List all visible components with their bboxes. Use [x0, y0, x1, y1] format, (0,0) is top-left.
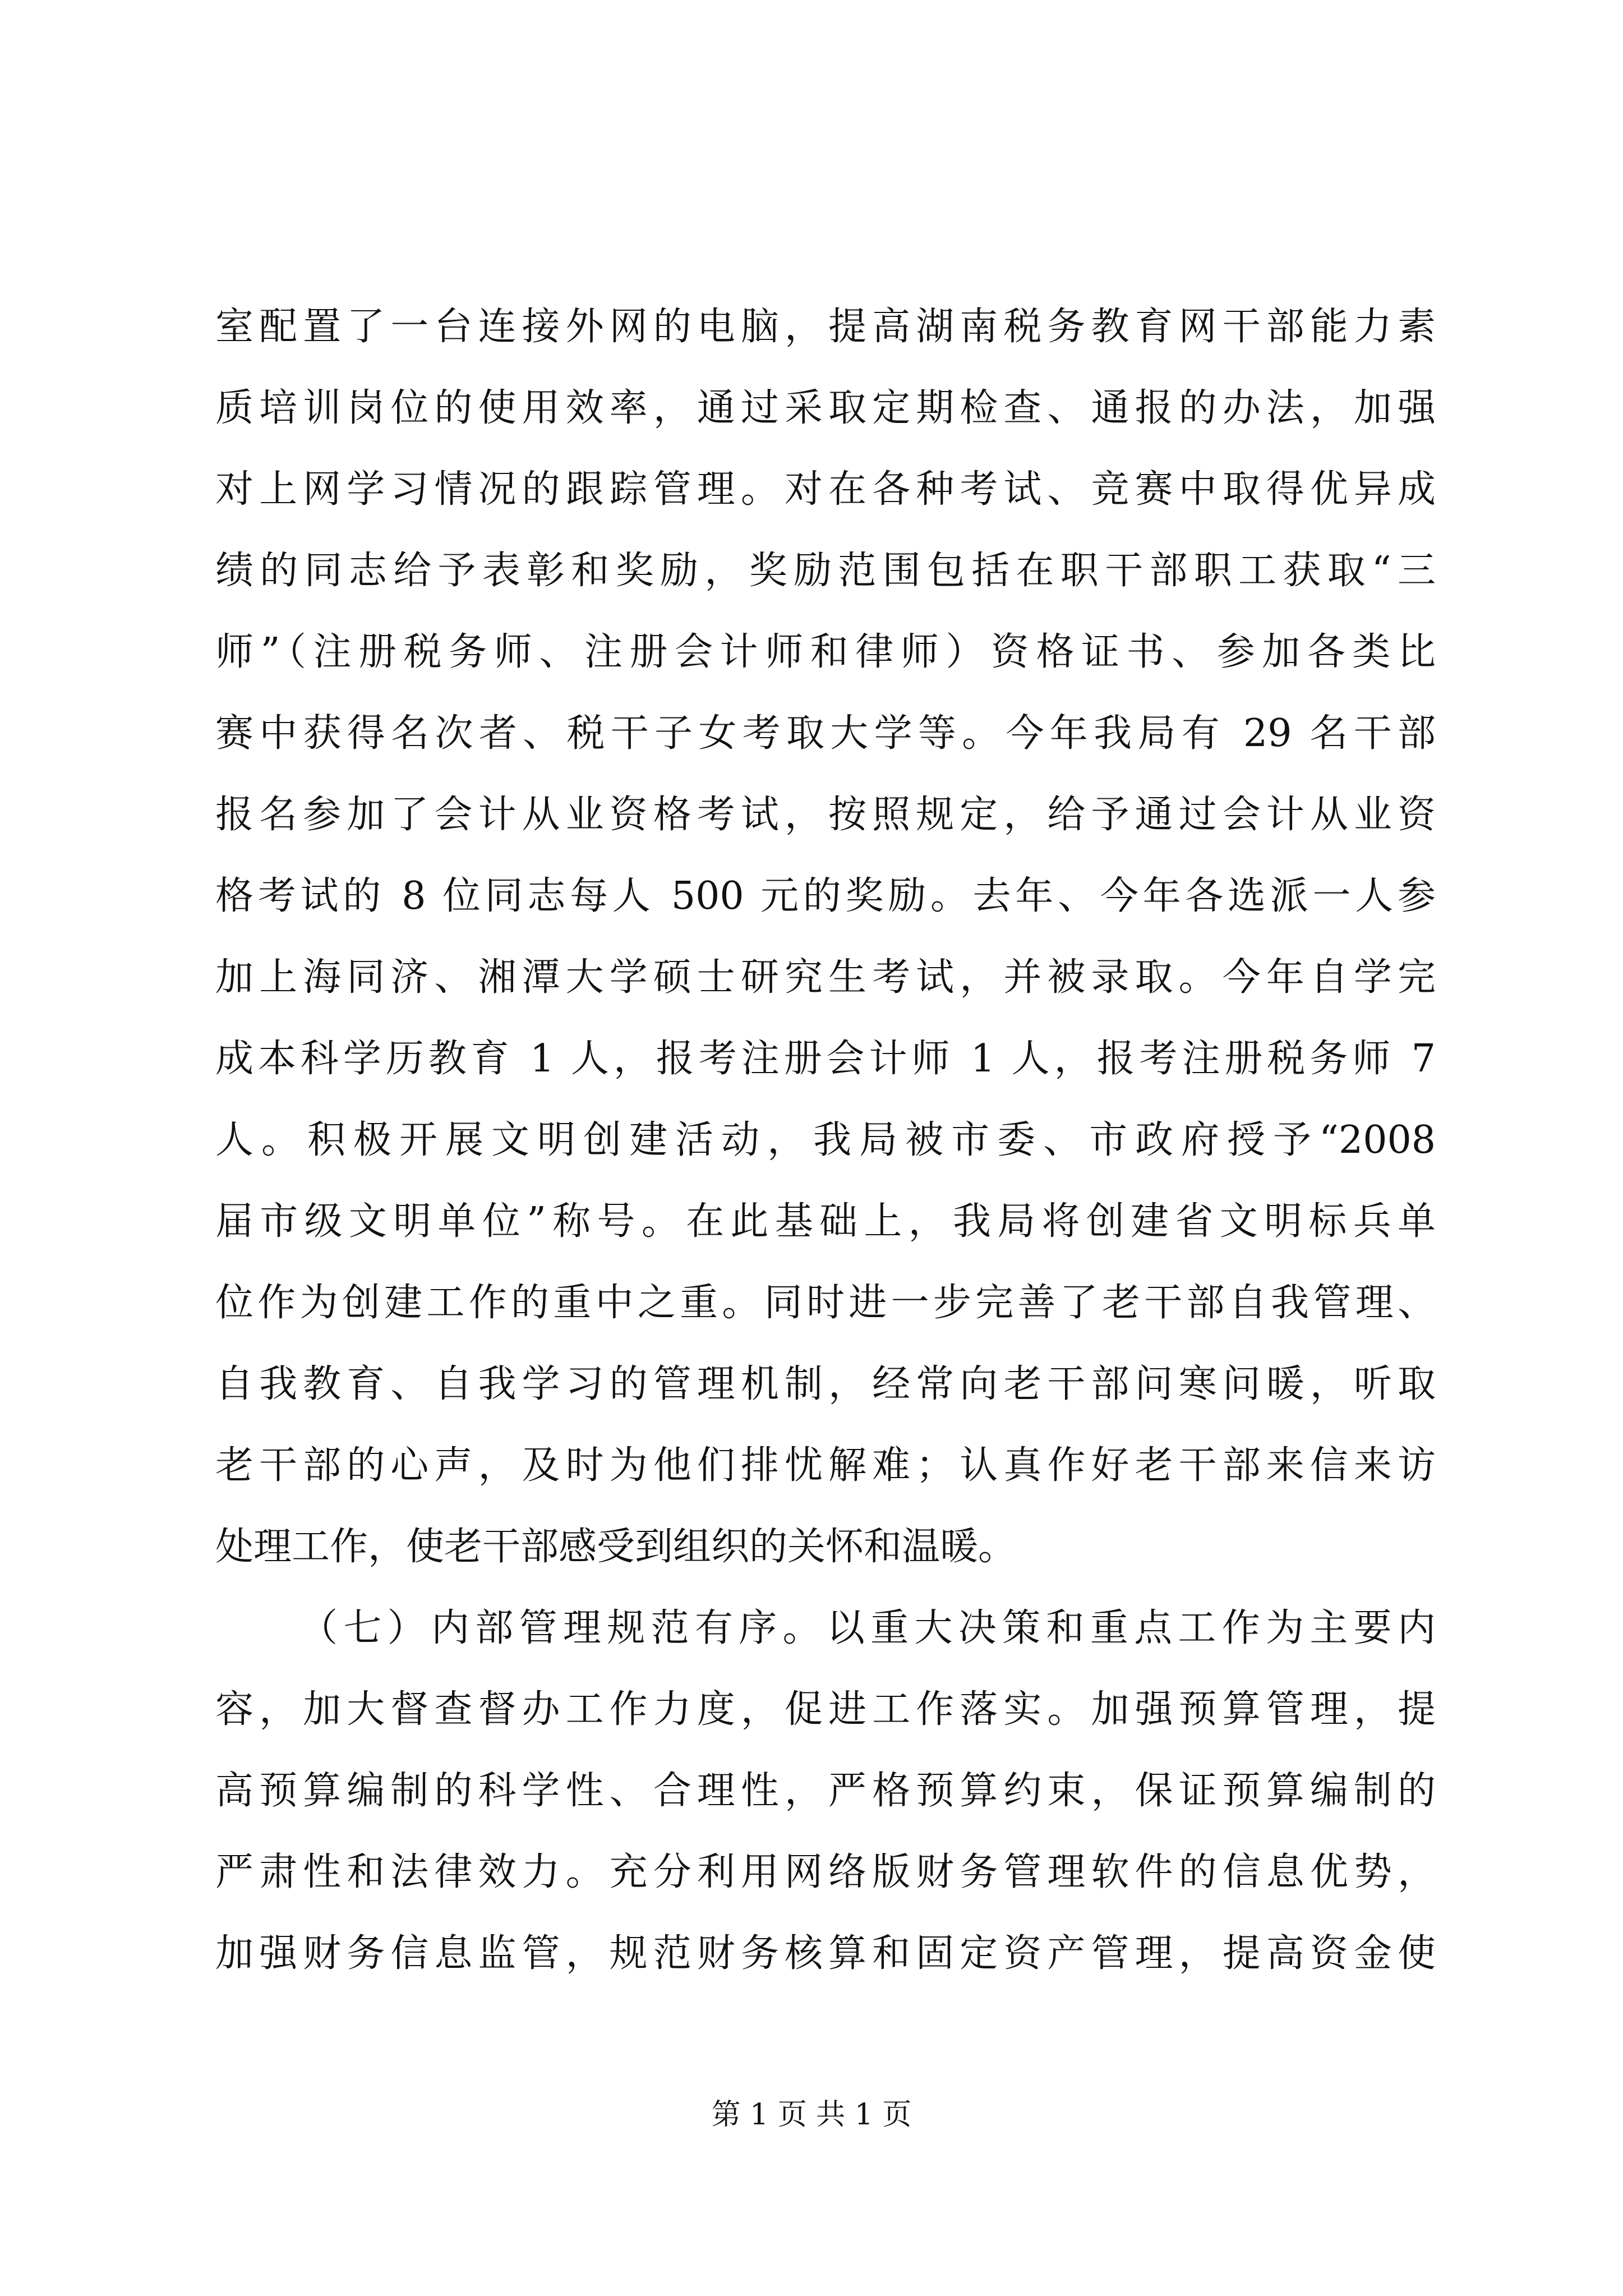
- text-line: 老干部的心声，及时为他们排忧解难；认真作好老干部来信来访: [215, 1443, 1436, 1488]
- text-line: 严肃性和法律效力。充分利用网络版财务管理软件的信息优势，: [215, 1850, 1436, 1894]
- text-line: 室配置了一台连接外网的电脑，提高湖南税务教育网干部能力素: [215, 305, 1436, 349]
- text-line: 对上网学习情况的跟踪管理。对在各种考试、竞赛中取得优异成: [215, 467, 1436, 512]
- text-line: 容，加大督查督办工作力度，促进工作落实。加强预算管理，提: [215, 1687, 1436, 1732]
- text-line: 质培训岗位的使用效率，通过采取定期检查、通报的办法，加强: [215, 386, 1436, 430]
- text-line: 届市级文明单位”称号。在此基础上，我局将创建省文明标兵单: [215, 1199, 1436, 1244]
- text-line: 位作为创建工作的重中之重。同时进一步完善了老干部自我管理、: [215, 1281, 1436, 1325]
- paragraph-2: [215, 1588, 1436, 1994]
- text-line: 自我教育、自我学习的管理机制，经常向老干部问寒问暖，听取: [215, 1362, 1436, 1406]
- text-line: （七）内部管理规范有序。以重大决策和重点工作为主要内: [299, 1606, 1436, 1650]
- text-line: 加强财务信息监管，规范财务核算和固定资产管理，提高资金使: [215, 1931, 1436, 1976]
- text-line: 赛中获得名次者、税干子女考取大学等。今年我局有 29 名干部: [215, 711, 1436, 756]
- text-line: 格考试的 8 位同志每人 500 元的奖励。去年、今年各选派一人参: [215, 874, 1436, 918]
- page-number-footer: 第 1 页 共 1 页: [711, 2098, 912, 2132]
- text-line: 人。积极开展文明创建活动，我局被市委、市政府授予“2008: [215, 1118, 1436, 1162]
- text-line: 高预算编制的科学性、合理性，严格预算约束，保证预算编制的: [215, 1769, 1436, 1813]
- text-line: 成本科学历教育 1 人，报考注册会计师 1 人，报考注册税务师 7: [215, 1037, 1436, 1081]
- text-line: 报名参加了会计从业资格考试，按照规定，给予通过会计从业资: [215, 793, 1436, 837]
- body-text: [215, 286, 1436, 1994]
- paragraph-1: [215, 286, 1436, 1588]
- text-line: 处理工作，使老干部感受到组织的关怀和温暖。: [215, 1525, 1017, 1569]
- text-line: 绩的同志给予表彰和奖励，奖励范围包括在职干部职工获取“三: [215, 549, 1436, 593]
- text-line: 师”（注册税务师、注册会计师和律师）资格证书、参加各类比: [215, 630, 1436, 674]
- text-line: 加上海同济、湘潭大学硕士研究生考试，并被录取。今年自学完: [215, 955, 1436, 1000]
